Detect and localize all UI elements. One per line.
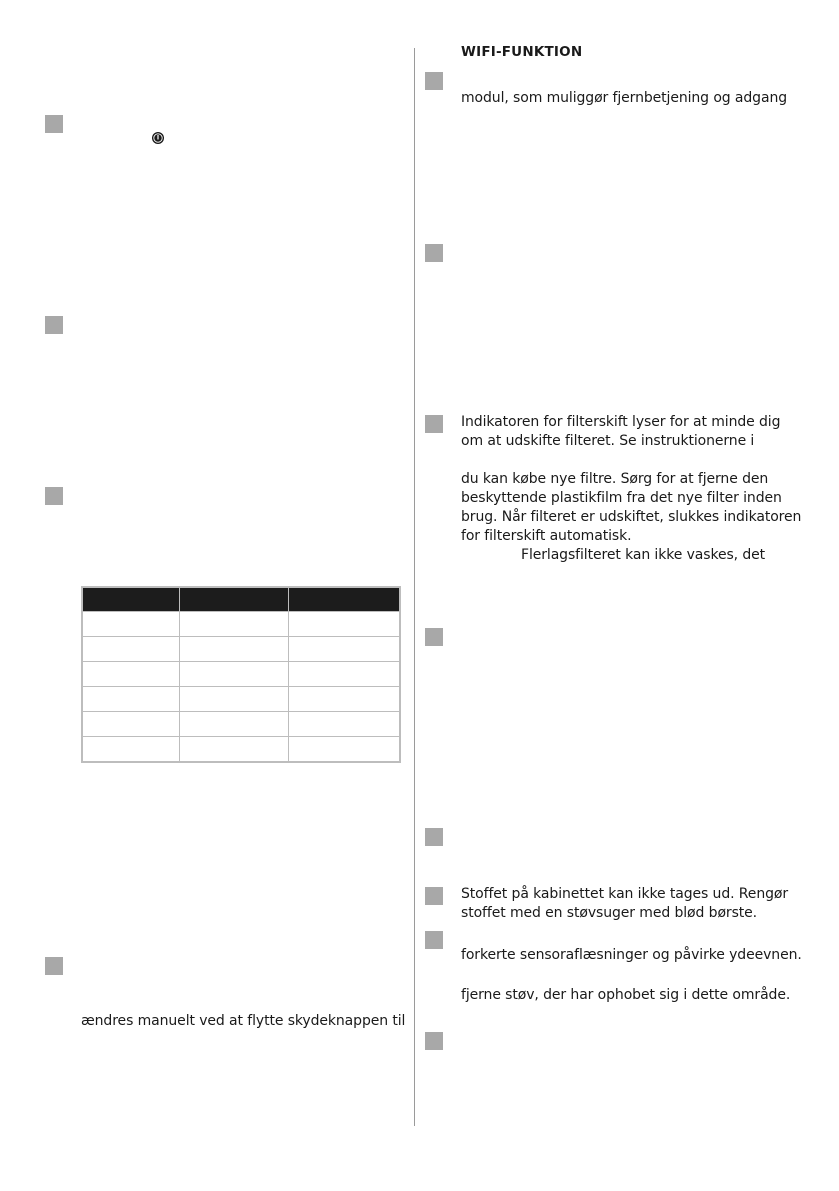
table-cell [82, 612, 179, 637]
table-cell [289, 712, 400, 737]
section-marker [425, 244, 443, 262]
table-cell [82, 662, 179, 687]
table-cell [179, 737, 288, 763]
section-marker [425, 828, 443, 846]
table-cell [82, 637, 179, 662]
column-divider [414, 48, 415, 1126]
section-marker [425, 415, 443, 433]
filter-text-2: om at udskifte filteret. Se instruktionerne i [461, 433, 755, 449]
table-cell [82, 712, 179, 737]
table-header-row [82, 587, 400, 612]
table-header-cell [179, 587, 288, 612]
table-row [82, 712, 400, 737]
table-row [82, 687, 400, 712]
section-marker [425, 72, 443, 90]
table-cell [82, 737, 179, 763]
table-cell [179, 662, 288, 687]
table-cell [179, 687, 288, 712]
table-row [82, 637, 400, 662]
slider-text: ændres manuelt ved at flytte skydeknappen til [81, 1013, 406, 1029]
section-marker [45, 487, 63, 505]
table-header-cell [82, 587, 179, 612]
table-header-cell [289, 587, 400, 612]
section-marker [425, 931, 443, 949]
section-marker [45, 957, 63, 975]
fabric-text-2: stoffet med en støvsuger med blød børste. [461, 905, 758, 921]
table-cell [289, 737, 400, 763]
table-cell [82, 687, 179, 712]
filter-text-4: beskyttende plastikfilm fra det nye filter inden [461, 490, 782, 506]
sensor-text-1: forkerte sensoraflæsninger og påvirke ydeevnen. [461, 947, 802, 963]
table-cell [179, 712, 288, 737]
table-row [82, 737, 400, 763]
filter-text-6: for filterskift automatisk. [461, 528, 632, 544]
filter-text-7: Flerlagsfilteret kan ikke vaskes, det [521, 547, 766, 563]
table-cell [289, 662, 400, 687]
wifi-text: modul, som muliggør fjernbetjening og adgang [461, 90, 788, 106]
filter-text-1: Indikatoren for filterskift lyser for at minde dig [461, 414, 781, 430]
sensor-text-2: fjerne støv, der har ophobet sig i dette område. [461, 987, 791, 1003]
section-marker [45, 115, 63, 133]
table-row [82, 662, 400, 687]
power-icon [152, 132, 164, 144]
section-marker [45, 316, 63, 334]
section-marker [425, 887, 443, 905]
wifi-heading: WIFI-FUNKTION [461, 44, 583, 60]
table-cell [179, 612, 288, 637]
table-cell [289, 687, 400, 712]
table-row [82, 612, 400, 637]
table-cell [289, 637, 400, 662]
filter-text-5: brug. Når filteret er udskiftet, slukkes indikatoren [461, 509, 802, 525]
table-cell [179, 637, 288, 662]
table-cell [289, 612, 400, 637]
filter-text-3: du kan købe nye filtre. Sørg for at fjerne den [461, 471, 769, 487]
spec-table [81, 586, 401, 763]
section-marker [425, 1032, 443, 1050]
section-marker [425, 628, 443, 646]
fabric-text-1: Stoffet på kabinettet kan ikke tages ud. Rengør [461, 886, 789, 902]
